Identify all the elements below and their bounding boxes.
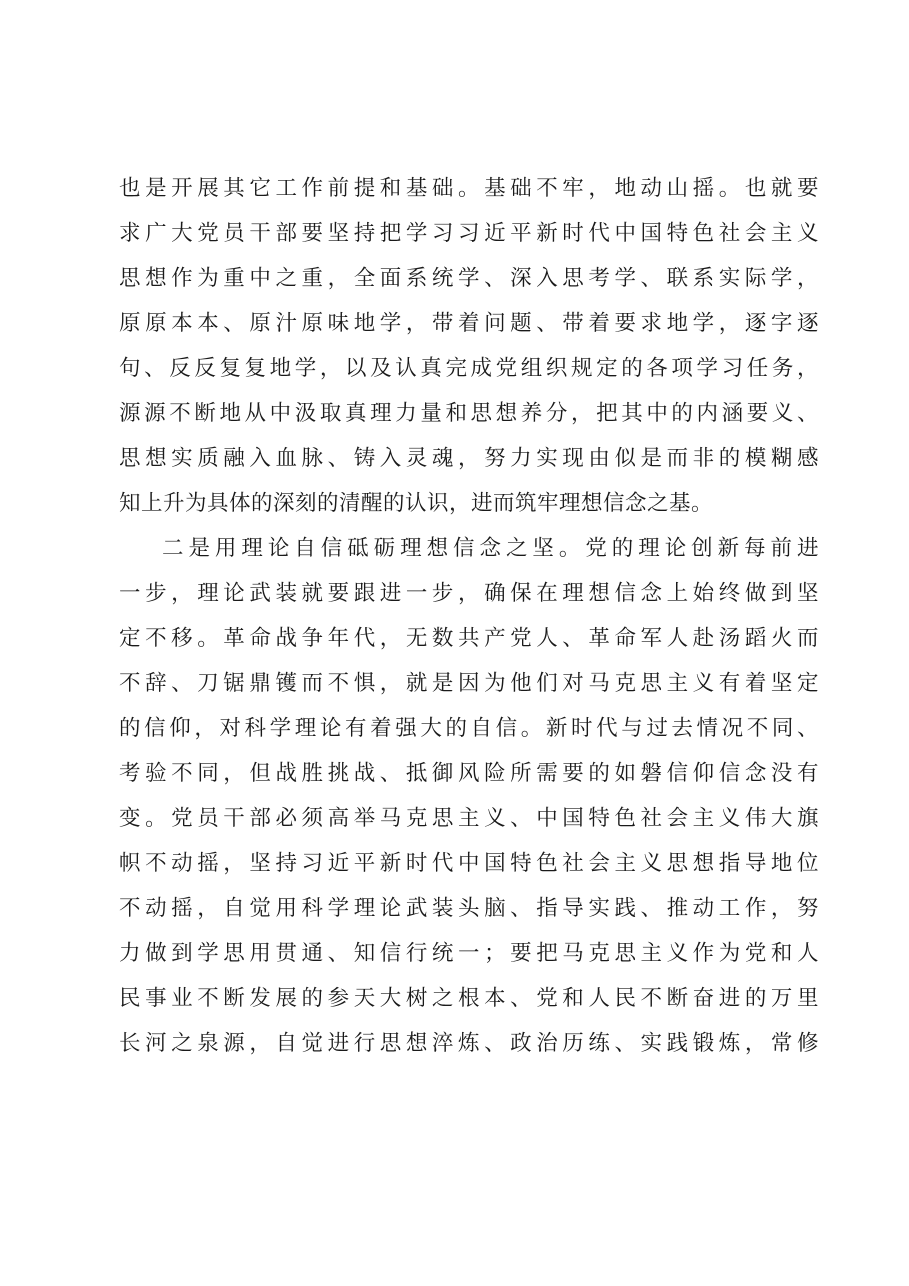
text-line: 变。党员干部必须高举马克思主义、中国特色社会主义伟大旗	[119, 806, 819, 831]
text-line: 帜不动摇，坚持习近平新时代中国特色社会主义思想指导地位	[119, 851, 819, 876]
text-line: 一步，理论武装就要跟进一步，确保在理想信念上始终做到坚	[119, 581, 819, 606]
text-line: 民事业不断发展的参天大树之根本、党和人民不断奋进的万里	[119, 986, 819, 1011]
text-line: 考验不同，但战胜挑战、抵御风险所需要的如磐信仰信念没有	[119, 761, 819, 786]
text-line: 二是用理论自信砥砺理想信念之坚。党的理论创新每前进	[162, 536, 819, 561]
text-line: 的信仰，对科学理论有着强大的自信。新时代与过去情况不同、	[119, 716, 819, 741]
text-line: 求广大党员干部要坚持把学习习近平新时代中国特色社会主义	[119, 221, 819, 246]
text-line: 长河之泉源，自觉进行思想淬炼、政治历练、实践锻炼，常修	[119, 1031, 819, 1056]
text-line: 不辞、刀锯鼎镬而不惧，就是因为他们对马克思主义有着坚定	[119, 671, 819, 696]
text-line: 思想实质融入血脉、铸入灵魂，努力实现由似是而非的模糊感	[119, 446, 819, 471]
text-line: 思想作为重中之重，全面系统学、深入思考学、联系实际学，	[119, 266, 819, 291]
document-body	[119, 166, 819, 1066]
text-line: 句、反反复复地学，以及认真完成党组织规定的各项学习任务，	[119, 356, 819, 381]
text-line: 力做到学思用贯通、知信行统一；要把马克思主义作为党和人	[119, 941, 819, 966]
text-line: 原原本本、原汁原味地学，带着问题、带着要求地学，逐字逐	[119, 311, 819, 336]
text-line: 知上升为具体的深刻的清醒的认识，进而筑牢理想信念之基。	[119, 491, 714, 516]
text-line: 也是开展其它工作前提和基础。基础不牢，地动山摇。也就要	[119, 176, 819, 201]
text-line: 不动摇，自觉用科学理论武装头脑、指导实践、推动工作，努	[119, 896, 819, 921]
text-line: 定不移。革命战争年代，无数共产党人、革命军人赴汤蹈火而	[119, 626, 819, 651]
text-line: 源源不断地从中汲取真理力量和思想养分，把其中的内涵要义、	[119, 401, 819, 426]
